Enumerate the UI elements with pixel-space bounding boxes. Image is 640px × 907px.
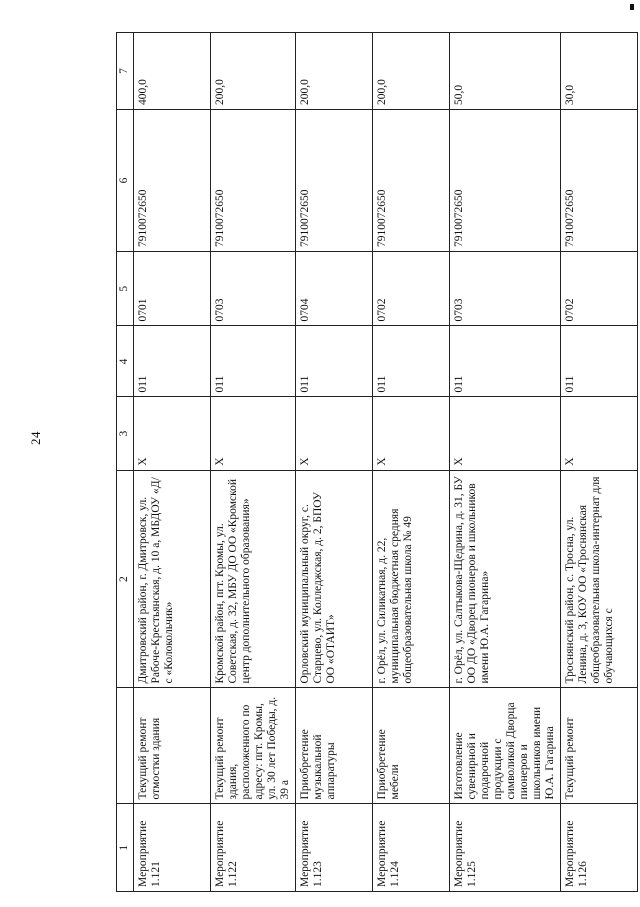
address-cell: Дмитровский район, г. Дмитровск, ул. Рабоче-Крестьянская, д. 10 а, МБДОУ «Д/с «Колокольчик» bbox=[134, 470, 211, 688]
header-row bbox=[117, 33, 134, 892]
target-article-cell: 7910072650 bbox=[211, 109, 296, 251]
mark-cell: Х bbox=[450, 397, 561, 470]
amount-cell: 200,0 bbox=[296, 33, 373, 110]
header-cell: 6 bbox=[117, 109, 134, 251]
section-cell: 0701 bbox=[134, 251, 211, 326]
table-row bbox=[373, 33, 450, 892]
mark-cell: Х bbox=[296, 397, 373, 470]
table-row bbox=[211, 33, 296, 892]
scan-mark bbox=[630, 4, 634, 10]
mark-cell: Х bbox=[561, 397, 638, 470]
grbs-cell: 011 bbox=[450, 326, 561, 397]
address-cell: Орловский муниципальный округ, с. Старцево, ул. Колледжская, д. 2, БПОУ ОО «ОТАИТ» bbox=[296, 470, 373, 688]
description-cell: Изготовление сувенирной и подарочной продукции с символикой Дворца пионеров и школьников имени Ю.А. Гагарина bbox=[450, 688, 561, 804]
section-cell: 0703 bbox=[211, 251, 296, 326]
section-cell: 0702 bbox=[373, 251, 450, 326]
table-row bbox=[134, 33, 211, 892]
section-cell: 0702 bbox=[561, 251, 638, 326]
address-cell: г. Орёл, ул. Силикатная, д. 22, муниципальная бюджетная средняя общеобразовательная школа № 49 bbox=[373, 470, 450, 688]
mark-cell: Х bbox=[134, 397, 211, 470]
header-cell: 4 bbox=[117, 326, 134, 397]
description-cell: Текущий ремонт bbox=[561, 688, 638, 804]
description-cell: Текущий ремонт отмостки здания bbox=[134, 688, 211, 804]
amount-cell: 400,0 bbox=[134, 33, 211, 110]
event-cell: Мероприятие 1.121 bbox=[134, 804, 211, 892]
description-cell: Приобретение музыкальной аппаратуры bbox=[296, 688, 373, 804]
target-article-cell: 7910072650 bbox=[373, 109, 450, 251]
header-cell: 3 bbox=[117, 397, 134, 470]
section-cell: 0704 bbox=[296, 251, 373, 326]
grbs-cell: 011 bbox=[373, 326, 450, 397]
event-cell: Мероприятие 1.124 bbox=[373, 804, 450, 892]
event-cell: Мероприятие 1.122 bbox=[211, 804, 296, 892]
grbs-cell: 011 bbox=[296, 326, 373, 397]
amount-cell: 50,0 bbox=[450, 33, 561, 110]
target-article-cell: 7910072650 bbox=[134, 109, 211, 251]
address-cell: Троснянский район, с. Тросна, ул. Ленина, д. 3, КОУ ОО «Троснянская общеобразовательная школа-интернат для обучающихся с bbox=[561, 470, 638, 688]
target-article-cell: 7910072650 bbox=[450, 109, 561, 251]
mark-cell: Х bbox=[211, 397, 296, 470]
description-cell: Текущий ремонт здания, расположенного по адресу: пгт. Кромы, ул. 30 лет Победы, д. 39 а bbox=[211, 688, 296, 804]
address-cell: г. Орёл, ул. Салтыкова-Щедрина, д. 31, БУ ОО ДО «Дворец пионеров и школьников имени Ю.А. Гагарина» bbox=[450, 470, 561, 688]
page-number: 24 bbox=[28, 431, 43, 445]
grbs-cell: 011 bbox=[211, 326, 296, 397]
amount-cell: 200,0 bbox=[211, 33, 296, 110]
header-cell: 5 bbox=[117, 251, 134, 326]
address-cell: Кромской район, пгт. Кромы, ул. Советская, д. 32, МБУ ДО ОО «Кромской центр дополнительного образования» bbox=[211, 470, 296, 688]
rotated-table-wrapper bbox=[116, 32, 615, 892]
table-row bbox=[561, 33, 638, 892]
mark-cell: Х bbox=[373, 397, 450, 470]
event-cell: Мероприятие 1.125 bbox=[450, 804, 561, 892]
target-article-cell: 7910072650 bbox=[296, 109, 373, 251]
measures-table bbox=[116, 32, 638, 892]
table-frame bbox=[116, 32, 615, 892]
header-cell: 1 bbox=[117, 804, 134, 892]
description-cell: Приобретение мебели bbox=[373, 688, 450, 804]
header-cell bbox=[117, 688, 134, 804]
amount-cell: 30,0 bbox=[561, 33, 638, 110]
event-cell: Мероприятие 1.126 bbox=[561, 804, 638, 892]
header-cell: 7 bbox=[117, 33, 134, 110]
section-cell: 0703 bbox=[450, 251, 561, 326]
grbs-cell: 011 bbox=[561, 326, 638, 397]
target-article-cell: 7910072650 bbox=[561, 109, 638, 251]
amount-cell: 200,0 bbox=[373, 33, 450, 110]
event-cell: Мероприятие 1.123 bbox=[296, 804, 373, 892]
header-cell: 2 bbox=[117, 470, 134, 688]
table-row bbox=[296, 33, 373, 892]
grbs-cell: 011 bbox=[134, 326, 211, 397]
table-row bbox=[450, 33, 561, 892]
